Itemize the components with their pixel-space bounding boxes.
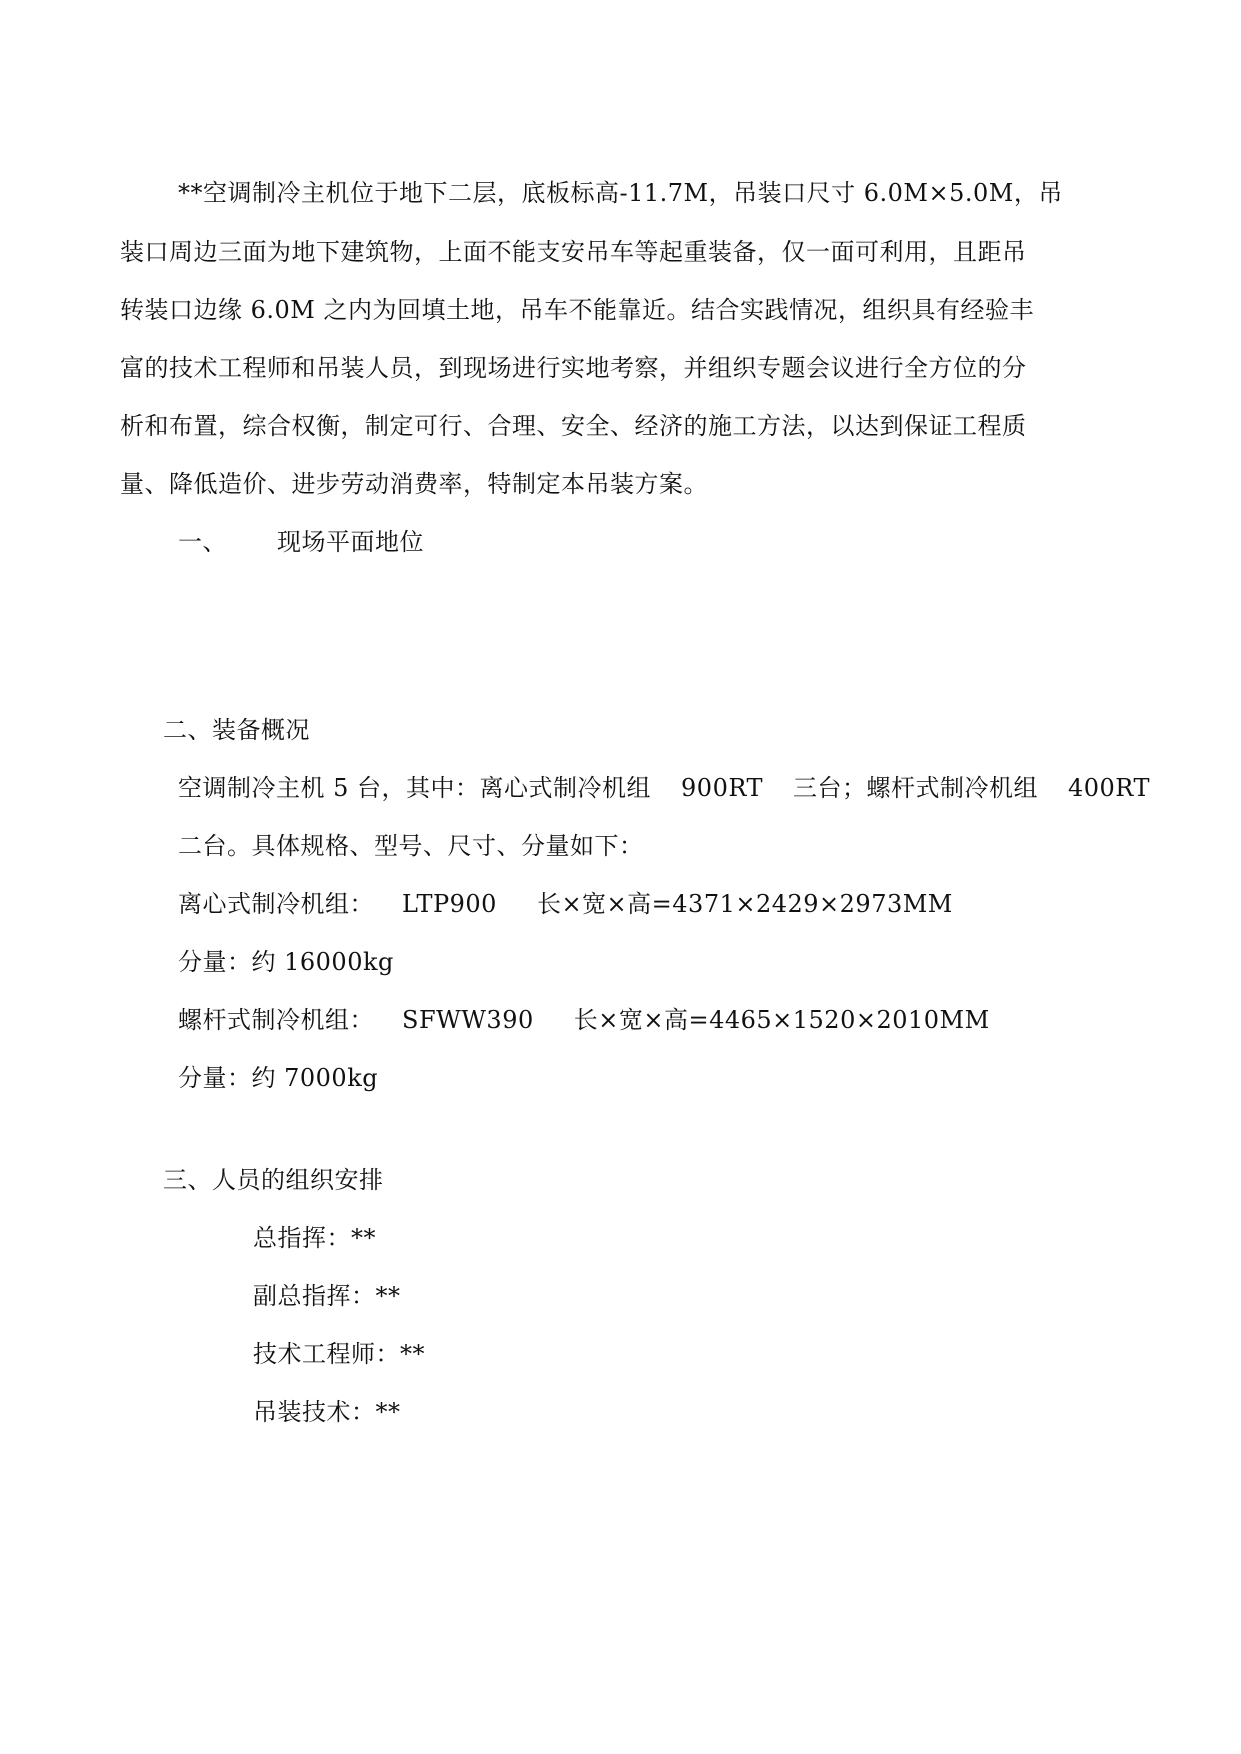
section-1-number: 一、 — [178, 528, 227, 556]
unit-model: SFWW390 — [402, 1006, 534, 1034]
unit-2-weight: 分量：约 7000kg — [178, 1064, 379, 1092]
unit-model: LTP900 — [402, 890, 497, 918]
unit-dimensions: 长×宽×高=4371×2429×2973MM — [536, 890, 953, 918]
unit-1-spec — [178, 889, 953, 919]
section-1-heading — [178, 527, 424, 557]
equipment-summary-line — [178, 773, 1150, 803]
unit-label: 螺杆式制冷机组： — [178, 1006, 374, 1034]
equipment-summary-line: 二台。具体规格、型号、尺寸、分量如下： — [178, 832, 644, 860]
intro-line: 量、降低造价、进步劳动消费率，特制定本吊装方案。 — [120, 470, 708, 498]
unit-1-weight: 分量：约 16000kg — [178, 948, 394, 976]
unit-label: 离心式制冷机组： — [178, 890, 374, 918]
summary-text: 空调制冷主机 5 台，其中：离心式制冷机组 — [178, 774, 652, 802]
intro-line: 转装口边缘 6.0M 之内为回填土地，吊车不能靠近。结合实践情况，组织具有经验丰 — [120, 296, 1034, 324]
section-1-title: 现场平面地位 — [277, 528, 424, 556]
staff-item: 技术工程师：** — [253, 1340, 425, 1368]
staff-item: 副总指挥：** — [253, 1282, 401, 1310]
intro-line: **空调制冷主机位于地下二层，底板标高-11.7M，吊装口尺寸 6.0M×5.0M，吊 — [178, 179, 1063, 207]
unit-2-spec — [178, 1005, 990, 1035]
summary-capacity: 400RT — [1068, 774, 1150, 802]
intro-line: 富的技术工程师和吊装人员，到现场进行实地考察，并组织专题会议进行全方位的分 — [120, 354, 1027, 382]
intro-line: 析和布置，综合权衡，制定可行、合理、安全、经济的施工方法，以达到保证工程质 — [120, 412, 1027, 440]
section-3-heading: 三、人员的组织安排 — [163, 1166, 384, 1194]
unit-dimensions: 长×宽×高=4465×1520×2010MM — [573, 1006, 990, 1034]
section-2-heading: 二、装备概况 — [163, 716, 310, 744]
summary-capacity: 900RT — [681, 774, 763, 802]
staff-item: 总指挥：** — [253, 1224, 376, 1252]
intro-line: 装口周边三面为地下建筑物，上面不能支安吊车等起重装备，仅一面可利用，且距吊 — [120, 238, 1027, 266]
summary-text: 三台；螺杆式制冷机组 — [793, 774, 1038, 802]
staff-item: 吊装技术：** — [253, 1398, 401, 1426]
